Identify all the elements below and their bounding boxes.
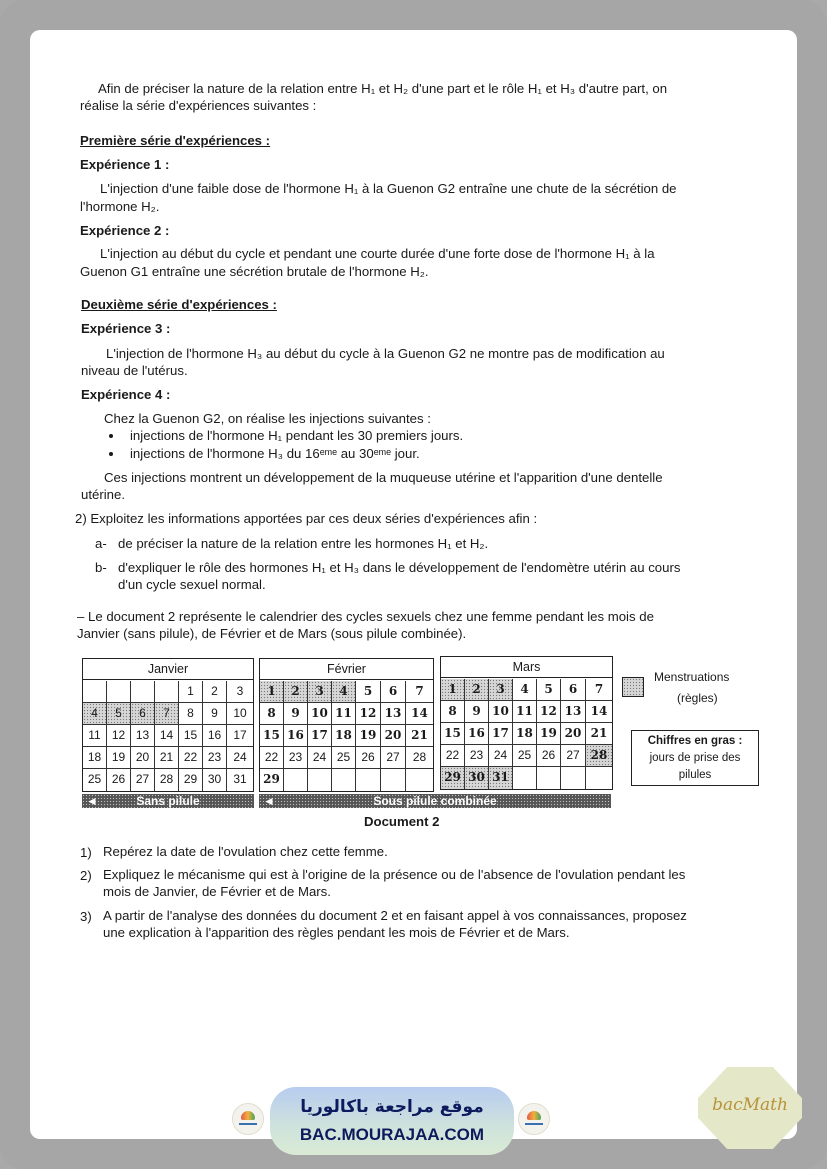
calendar-mars-day-cell: 16 bbox=[465, 723, 489, 745]
calendar-fevrier-day-cell: 16 bbox=[284, 725, 308, 747]
bar-sous-pilule bbox=[259, 794, 611, 808]
calendar-janvier-day-cell: 19 bbox=[107, 747, 131, 769]
calendar-mars-day-cell: 31 bbox=[489, 767, 513, 789]
question-2-number: 2) bbox=[80, 868, 92, 883]
calendar-fevrier-day-cell bbox=[381, 769, 406, 791]
calendar-fevrier-day-cell bbox=[308, 769, 332, 791]
exp-1-line-2: l'hormone H₂. bbox=[80, 199, 160, 214]
serie-2-title: Deuxième série d'expériences : bbox=[81, 297, 277, 312]
calendar-janvier-day-cell: 27 bbox=[131, 769, 155, 791]
calendar-fevrier-day-cell bbox=[356, 769, 381, 791]
calendar-mars-day-cell: 27 bbox=[561, 745, 586, 767]
calendar-fevrier-day-cell: 9 bbox=[284, 703, 308, 725]
question-1-text: Repérez la date de l'ovulation chez cette femme. bbox=[103, 844, 388, 859]
question-2-title: 2) Exploitez les informations apportées par ces deux séries d'expériences afin : bbox=[75, 511, 538, 526]
calendar-mars-day-cell bbox=[537, 767, 561, 789]
calendar-janvier-day-cell bbox=[83, 681, 107, 703]
calendar-janvier-day-cell: 21 bbox=[155, 747, 179, 769]
calendar-mars-day-cell: 17 bbox=[489, 723, 513, 745]
calendar-fevrier-day-cell: 11 bbox=[332, 703, 356, 725]
question-1-number: 1) bbox=[80, 845, 92, 860]
exp-1-title: Expérience 1 : bbox=[80, 157, 170, 172]
exp-2-line-1: L'injection au début du cycle et pendant une courte durée d'une forte dose de l'hormone H₁ à la bbox=[100, 246, 655, 261]
calendar-janvier-day-cell: 28 bbox=[155, 769, 179, 791]
calendar-janvier bbox=[82, 658, 254, 792]
legend-bold-line-3: pilules bbox=[678, 769, 712, 781]
exp-2-title: Expérience 2 : bbox=[80, 223, 170, 238]
calendar-fevrier-day-cell: 15 bbox=[260, 725, 284, 747]
question-2-line-2: mois de Janvier, de Février et de Mars. bbox=[103, 884, 331, 899]
question-2b-label: b- bbox=[95, 560, 107, 575]
bar-sans-pilule-label: Sans pilule bbox=[136, 794, 200, 808]
calendar-janvier-day-cell: 3 bbox=[227, 681, 253, 703]
bacmath-badge-text: bacMath bbox=[712, 1095, 788, 1115]
calendar-fevrier-day-cell: 12 bbox=[356, 703, 381, 725]
exp-2-line-2: Guenon G1 entraîne une sécrétion brutale de l'hormone H₂. bbox=[80, 264, 429, 279]
calendar-mars-day-cell: 2 bbox=[465, 679, 489, 701]
question-2b-line-2: d'un cycle sexuel normal. bbox=[118, 577, 266, 592]
question-2b-line-1: d'expliquer le rôle des hormones H₁ et H₃ dans le développement de l'endomètre utérin au cours bbox=[118, 560, 681, 575]
calendar-mars-day-cell: 25 bbox=[513, 745, 537, 767]
calendar-mars-day-cell: 29 bbox=[441, 767, 465, 789]
exp-4-line-3: utérine. bbox=[81, 487, 125, 502]
calendar-fevrier-day-cell: 24 bbox=[308, 747, 332, 769]
calendar-fevrier-day-cell: 27 bbox=[381, 747, 406, 769]
calendar-janvier-day-cell: 8 bbox=[179, 703, 203, 725]
calendar-mars-day-cell: 20 bbox=[561, 723, 586, 745]
logo-left-icon bbox=[232, 1103, 264, 1135]
site-url: BAC.MOURAJAA.COM bbox=[299, 1125, 485, 1144]
calendar-fevrier-day-cell: 5 bbox=[356, 681, 381, 703]
calendar-fevrier bbox=[259, 658, 434, 792]
calendar-janvier-title: Janvier bbox=[83, 659, 253, 680]
calendar-janvier-day-cell: 20 bbox=[131, 747, 155, 769]
bar-sans-pilule bbox=[82, 794, 254, 808]
calendar-fevrier-day-cell: 26 bbox=[356, 747, 381, 769]
calendar-janvier-day-cell: 18 bbox=[83, 747, 107, 769]
calendar-janvier-day-cell bbox=[131, 681, 155, 703]
calendar-mars-day-cell: 18 bbox=[513, 723, 537, 745]
bacmath-badge bbox=[698, 1067, 802, 1149]
calendar-mars-day-cell: 22 bbox=[441, 745, 465, 767]
exp-4-bullet-1: injections de l'hormone H₁ pendant les 30 premiers jours. bbox=[130, 428, 464, 443]
exp-3-title: Expérience 3 : bbox=[81, 321, 171, 336]
calendar-fevrier-day-cell: 3 bbox=[308, 681, 332, 703]
site-banner[interactable] bbox=[270, 1087, 514, 1155]
legend-menstruation-swatch bbox=[622, 677, 644, 697]
calendar-janvier-day-cell: 6 bbox=[131, 703, 155, 725]
site-arabic-title: موقع مراجعة باكالوريا bbox=[300, 1097, 484, 1117]
calendar-janvier-day-cell: 12 bbox=[107, 725, 131, 747]
exp-1-line-1: L'injection d'une faible dose de l'hormone H₁ à la Guenon G2 entraîne une chute de la sécrétion de bbox=[100, 181, 677, 196]
calendar-fevrier-day-cell: 2 bbox=[284, 681, 308, 703]
calendar-fevrier-day-cell: 10 bbox=[308, 703, 332, 725]
calendar-fevrier-day-cell bbox=[406, 769, 433, 791]
bullet-2 bbox=[109, 452, 113, 456]
arrow-left-icon: ◄ bbox=[263, 794, 275, 808]
calendar-fevrier-day-cell: 18 bbox=[332, 725, 356, 747]
legend-menstruation-line-2: (règles) bbox=[677, 691, 718, 705]
calendar-janvier-day-cell: 26 bbox=[107, 769, 131, 791]
calendar-fevrier-day-cell: 1 bbox=[260, 681, 284, 703]
intro-line-2: réalise la série d'expériences suivantes : bbox=[80, 98, 317, 113]
calendar-fevrier-day-cell: 8 bbox=[260, 703, 284, 725]
calendar-mars-day-cell: 10 bbox=[489, 701, 513, 723]
calendar-fevrier-day-cell: 21 bbox=[406, 725, 433, 747]
calendar-janvier-day-cell: 1 bbox=[179, 681, 203, 703]
question-3-line-2: une explication à l'apparition des règles pendant les mois de Février et de Mars. bbox=[103, 925, 570, 940]
calendar-fevrier-day-cell: 23 bbox=[284, 747, 308, 769]
calendar-fevrier-day-cell: 6 bbox=[381, 681, 406, 703]
calendar-janvier-day-cell: 22 bbox=[179, 747, 203, 769]
document-2-caption: Document 2 bbox=[364, 814, 440, 829]
logo-right-icon bbox=[518, 1103, 550, 1135]
exp-4-line-1: Chez la Guenon G2, on réalise les injections suivantes : bbox=[104, 411, 431, 426]
legend-bold-line-2: jours de prise des bbox=[649, 752, 741, 764]
calendar-janvier-day-cell: 16 bbox=[203, 725, 227, 747]
calendar-fevrier-title: Février bbox=[260, 659, 433, 680]
calendar-janvier-day-cell: 30 bbox=[203, 769, 227, 791]
calendar-mars-day-cell: 26 bbox=[537, 745, 561, 767]
calendar-mars-day-cell: 21 bbox=[586, 723, 612, 745]
calendar-mars-title: Mars bbox=[441, 657, 612, 678]
calendar-janvier-day-cell: 4 bbox=[83, 703, 107, 725]
calendar-fevrier-day-cell bbox=[332, 769, 356, 791]
calendar-mars-day-cell: 5 bbox=[537, 679, 561, 701]
calendar-janvier-day-cell bbox=[155, 681, 179, 703]
calendar-mars-day-cell bbox=[561, 767, 586, 789]
question-2a-text: de préciser la nature de la relation entre les hormones H₁ et H₂. bbox=[118, 536, 489, 551]
question-3-line-1: A partir de l'analyse des données du document 2 et en faisant appel à vos connaissances, proposez bbox=[103, 908, 687, 923]
serie-1-title: Première série d'expériences : bbox=[80, 133, 271, 148]
calendar-mars-day-cell: 14 bbox=[586, 701, 612, 723]
calendar-fevrier-day-cell: 28 bbox=[406, 747, 433, 769]
question-2-line-1: Expliquez le mécanisme qui est à l'origine de la présence ou de l'absence de l'ovulation pendant les bbox=[103, 867, 686, 882]
calendar-mars-day-cell: 12 bbox=[537, 701, 561, 723]
calendar-mars-day-cell: 13 bbox=[561, 701, 586, 723]
calendar-fevrier-day-cell: 17 bbox=[308, 725, 332, 747]
calendar-fevrier-day-cell: 7 bbox=[406, 681, 433, 703]
calendar-janvier-day-cell: 14 bbox=[155, 725, 179, 747]
bar-sous-pilule-label: Sous pilule combinée bbox=[373, 794, 497, 808]
calendar-fevrier-day-cell: 29 bbox=[260, 769, 284, 791]
calendar-janvier-day-cell: 31 bbox=[233, 772, 247, 786]
calendar-mars-day-cell: 6 bbox=[561, 679, 586, 701]
calendar-fevrier-day-cell: 20 bbox=[381, 725, 406, 747]
exp-3-line-1: L'injection de l'hormone H₃ au début du cycle à la Guenon G2 ne montre pas de modification au bbox=[106, 346, 665, 361]
calendar-mars-day-cell: 15 bbox=[441, 723, 465, 745]
arrow-left-icon: ◄ bbox=[86, 794, 98, 808]
calendar-mars-day-cell bbox=[586, 767, 612, 789]
calendar-mars-day-cell: 7 bbox=[586, 679, 612, 701]
calendar-fevrier-day-cell: 22 bbox=[260, 747, 284, 769]
doc2-intro-line-1: – Le document 2 représente le calendrier des cycles sexuels chez une femme pendant les mois de bbox=[77, 609, 654, 624]
exp-4-line-2: Ces injections montrent un développement de la muqueuse utérine et l'apparition d'une dentelle bbox=[104, 470, 663, 485]
calendar-mars-day-cell: 23 bbox=[465, 745, 489, 767]
calendar-mars-day-cell: 3 bbox=[489, 679, 513, 701]
calendar-mars-day-cell bbox=[513, 767, 537, 789]
calendar-janvier-day-cell: 23 bbox=[203, 747, 227, 769]
calendar-fevrier-day-cell: 13 bbox=[381, 703, 406, 725]
question-2a-label: a- bbox=[95, 536, 107, 551]
calendar-mars-day-cell: 28 bbox=[586, 745, 612, 767]
calendar-janvier-day-cell: 11 bbox=[83, 725, 107, 747]
question-3-number: 3) bbox=[80, 909, 92, 924]
calendar-janvier-day-cell: 9 bbox=[203, 703, 227, 725]
calendar-mars-day-cell: 19 bbox=[537, 723, 561, 745]
exp-3-line-2: niveau de l'utérus. bbox=[81, 363, 188, 378]
calendar-mars-day-cell: 24 bbox=[489, 745, 513, 767]
calendar-janvier-day-cell: 15 bbox=[179, 725, 203, 747]
calendar-fevrier-day-cell: 25 bbox=[332, 747, 356, 769]
calendar-mars-day-cell: 11 bbox=[513, 701, 537, 723]
intro-line-1: Afin de préciser la nature de la relation entre H₁ et H₂ d'une part et le rôle H₁ et H₃ d'autre part, on bbox=[98, 81, 668, 96]
calendar-janvier-day-cell: 13 bbox=[131, 725, 155, 747]
calendar-fevrier-day-cell: 19 bbox=[356, 725, 381, 747]
calendar-janvier-day-cell: 29 bbox=[179, 769, 203, 791]
calendar-fevrier-day-cell bbox=[284, 769, 308, 791]
calendar-mars-day-cell: 30 bbox=[465, 767, 489, 789]
calendar-janvier-day-cell: 17 bbox=[227, 725, 253, 747]
legend-menstruation-line-1: Menstruations bbox=[654, 670, 730, 684]
calendar-mars bbox=[440, 656, 613, 790]
calendar-mars-day-cell: 8 bbox=[441, 701, 465, 723]
legend-bold-note bbox=[631, 730, 759, 786]
calendar-janvier-day-cell: 2 bbox=[203, 681, 227, 703]
legend-bold-line-1: Chiffres en gras : bbox=[647, 735, 743, 747]
bullet-1 bbox=[109, 434, 113, 438]
exp-4-bullet-2: injections de l'hormone H₃ du 16ᵉᵐᵉ au 30ᵉᵐᵉ jour. bbox=[130, 446, 420, 461]
calendar-janvier-day-cell bbox=[107, 681, 131, 703]
calendar-mars-day-cell: 1 bbox=[441, 679, 465, 701]
calendar-fevrier-day-cell: 14 bbox=[406, 703, 433, 725]
calendar-janvier-day-cell: 10 bbox=[227, 703, 253, 725]
calendar-janvier-day-cell: 24 bbox=[227, 747, 253, 769]
calendar-mars-day-cell: 4 bbox=[513, 679, 537, 701]
calendar-janvier-day-cell: 7 bbox=[155, 703, 179, 725]
calendar-janvier-day-cell: 5 bbox=[107, 703, 131, 725]
calendar-fevrier-day-cell: 4 bbox=[332, 681, 356, 703]
calendar-janvier-day-cell: 25 bbox=[83, 769, 107, 791]
calendar-mars-day-cell: 9 bbox=[465, 701, 489, 723]
doc2-intro-line-2: Janvier (sans pilule), de Février et de Mars (sous pilule combinée). bbox=[77, 626, 467, 641]
exp-4-title: Expérience 4 : bbox=[81, 387, 171, 402]
